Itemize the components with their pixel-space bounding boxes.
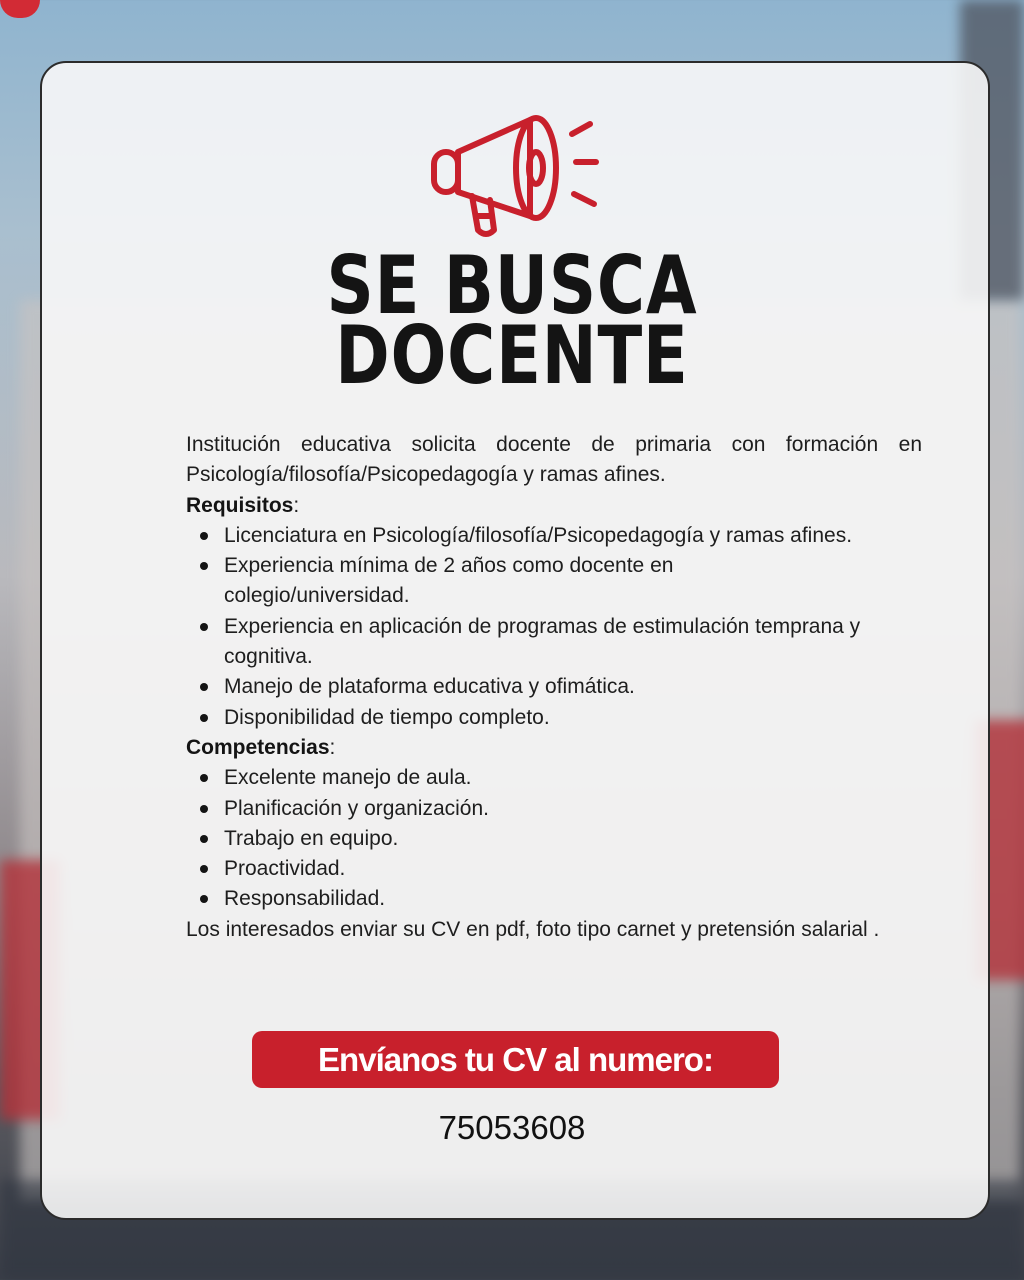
- closing-paragraph: Los interesados enviar su CV en pdf, foto tipo carnet y pretensión salarial .: [186, 917, 880, 941]
- competencias-list: [186, 763, 922, 914]
- list-item: Experiencia en aplicación de programas de estimulación temprana y cognitiva.: [224, 612, 922, 673]
- requisitos-label: Requisitos: [186, 493, 294, 517]
- list-item: Responsabilidad.: [224, 884, 922, 914]
- list-item: Disponibilidad de tiempo completo.: [224, 703, 922, 733]
- job-description: [186, 430, 922, 945]
- requisitos-list: [186, 521, 922, 733]
- list-item: Manejo de plataforma educativa y ofimática.: [224, 672, 922, 702]
- send-cv-button[interactable]: Envíanos tu CV al numero:: [252, 1031, 779, 1088]
- headline-line-1: SE BUSCA: [326, 239, 698, 332]
- list-item: Proactividad.: [224, 854, 922, 884]
- list-item: Licenciatura en Psicología/filosofía/Psicopedagogía y ramas afines.: [224, 521, 922, 551]
- requisitos-colon: :: [293, 493, 300, 517]
- competencias-label: Competencias: [186, 735, 330, 759]
- list-item: Trabajo en equipo.: [224, 824, 922, 854]
- competencias-heading: [186, 733, 922, 763]
- list-item: Excelente manejo de aula.: [224, 763, 922, 793]
- megaphone-icon: [430, 112, 600, 240]
- competencias-colon: :: [329, 735, 336, 759]
- background-flag: [0, 0, 40, 18]
- list-item: Planificación y organización.: [224, 794, 922, 824]
- headline-line-2: DOCENTE: [335, 309, 689, 402]
- requisitos-heading: [186, 491, 922, 521]
- list-item: Experiencia mínima de 2 años como docente en colegio/universidad.: [224, 551, 922, 612]
- phone-number: 75053608: [438, 1109, 586, 1146]
- intro-paragraph: Institución educativa solicita docente de primaria con formación en Psicología/filosofía/Psicopedagogía y ramas afines.: [186, 433, 922, 487]
